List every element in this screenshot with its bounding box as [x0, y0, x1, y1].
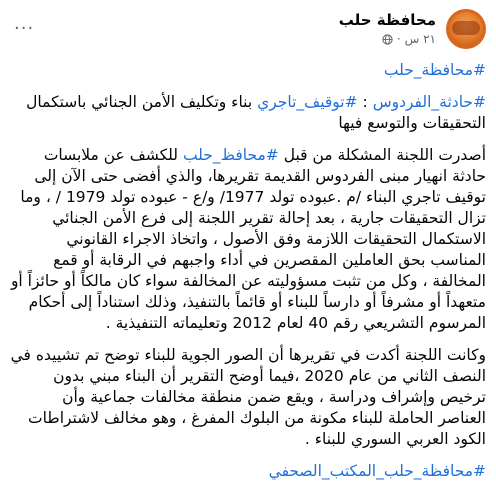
post-body [10, 60, 486, 493]
hashtag-press-office[interactable]: #محافظة_حلب_المكتب_الصحفي [268, 462, 486, 480]
paragraph-3-text: للكشف عن ملابسات حادثة انهيار مبنى الفردوس القديمة تقريرها، والذي أفضى حتى الآن إلى توقيف تاجري البناء /م .عبوده تولد 1977/ و/ع - عبوده تولد 1979 / ، وما تزال التحقيقات جارية ، بعد إحالة تقرير اللجنة إلى فرع الأمن الجنائي الاستكمال التحقيقات اللازمة وفق الأصول ، واتخاذ الاجراء القانوني المناسب بحق العاملين المقصرين في أداء واجبهم في الرقابة أو قمع المخالفة ، وكل من تثبت مسؤوليته عن المخالفة سواء كان مالكاً أو حائزاً أو متعهداً أو مشرفاً أو دارساً للبناء أو قائماً بالتنفيذ، وذلك استناداً إلى أحكام المرسوم التشريعي رقم 40 لعام 2012 وتعليماته التنفيذية . [10, 146, 486, 332]
paragraph-4: وكانت اللجنة أكدت في تقريرها أن الصور الجوية للبناء توضح تم تشييده في النصف الثاني من عام 2020 ،فيما أوضح التقرير أن البناء مبني بدون ترخيص وإشراف ودراسة ، ويقع ضمن منطقة مخالفات جماعية وأن العناصر الحاملة للبناء مكونة من البلوك المفرغ ، وهو مخالف لاشتراطات الكود العربي السوري للبناء . [10, 346, 486, 448]
globe-icon[interactable] [382, 34, 393, 45]
avatar-logo [452, 21, 480, 35]
avatar[interactable] [446, 9, 486, 49]
paragraph-1 [10, 60, 486, 81]
paragraph-2-text: بناء وتكليف الأمن الجنائي باستكمال التحقيقات والتوسع فيها [26, 93, 486, 132]
page-name[interactable]: محافظة حلب [338, 11, 436, 29]
hashtag-governor[interactable]: #محافظ_حلب [182, 146, 279, 164]
post-time[interactable]: ٢١ س [404, 32, 436, 46]
more-options-icon[interactable]: ··· [14, 18, 35, 39]
post-header [10, 8, 486, 56]
post-meta [382, 32, 436, 46]
meta-separator: · [396, 32, 401, 46]
hashtag-incident[interactable]: #حادثة_الفردوس [372, 93, 486, 111]
paragraph-3-start: أصدرت اللجنة المشكلة من قبل [278, 146, 486, 164]
paragraph-2 [10, 92, 486, 134]
paragraph-3 [10, 145, 486, 334]
paragraph-2-separator: : [357, 93, 373, 111]
hashtag-governorate[interactable]: #محافظة_حلب [383, 61, 486, 79]
hashtag-arrest[interactable]: #توقيف_تاجري [257, 93, 358, 111]
paragraph-5 [10, 461, 486, 482]
